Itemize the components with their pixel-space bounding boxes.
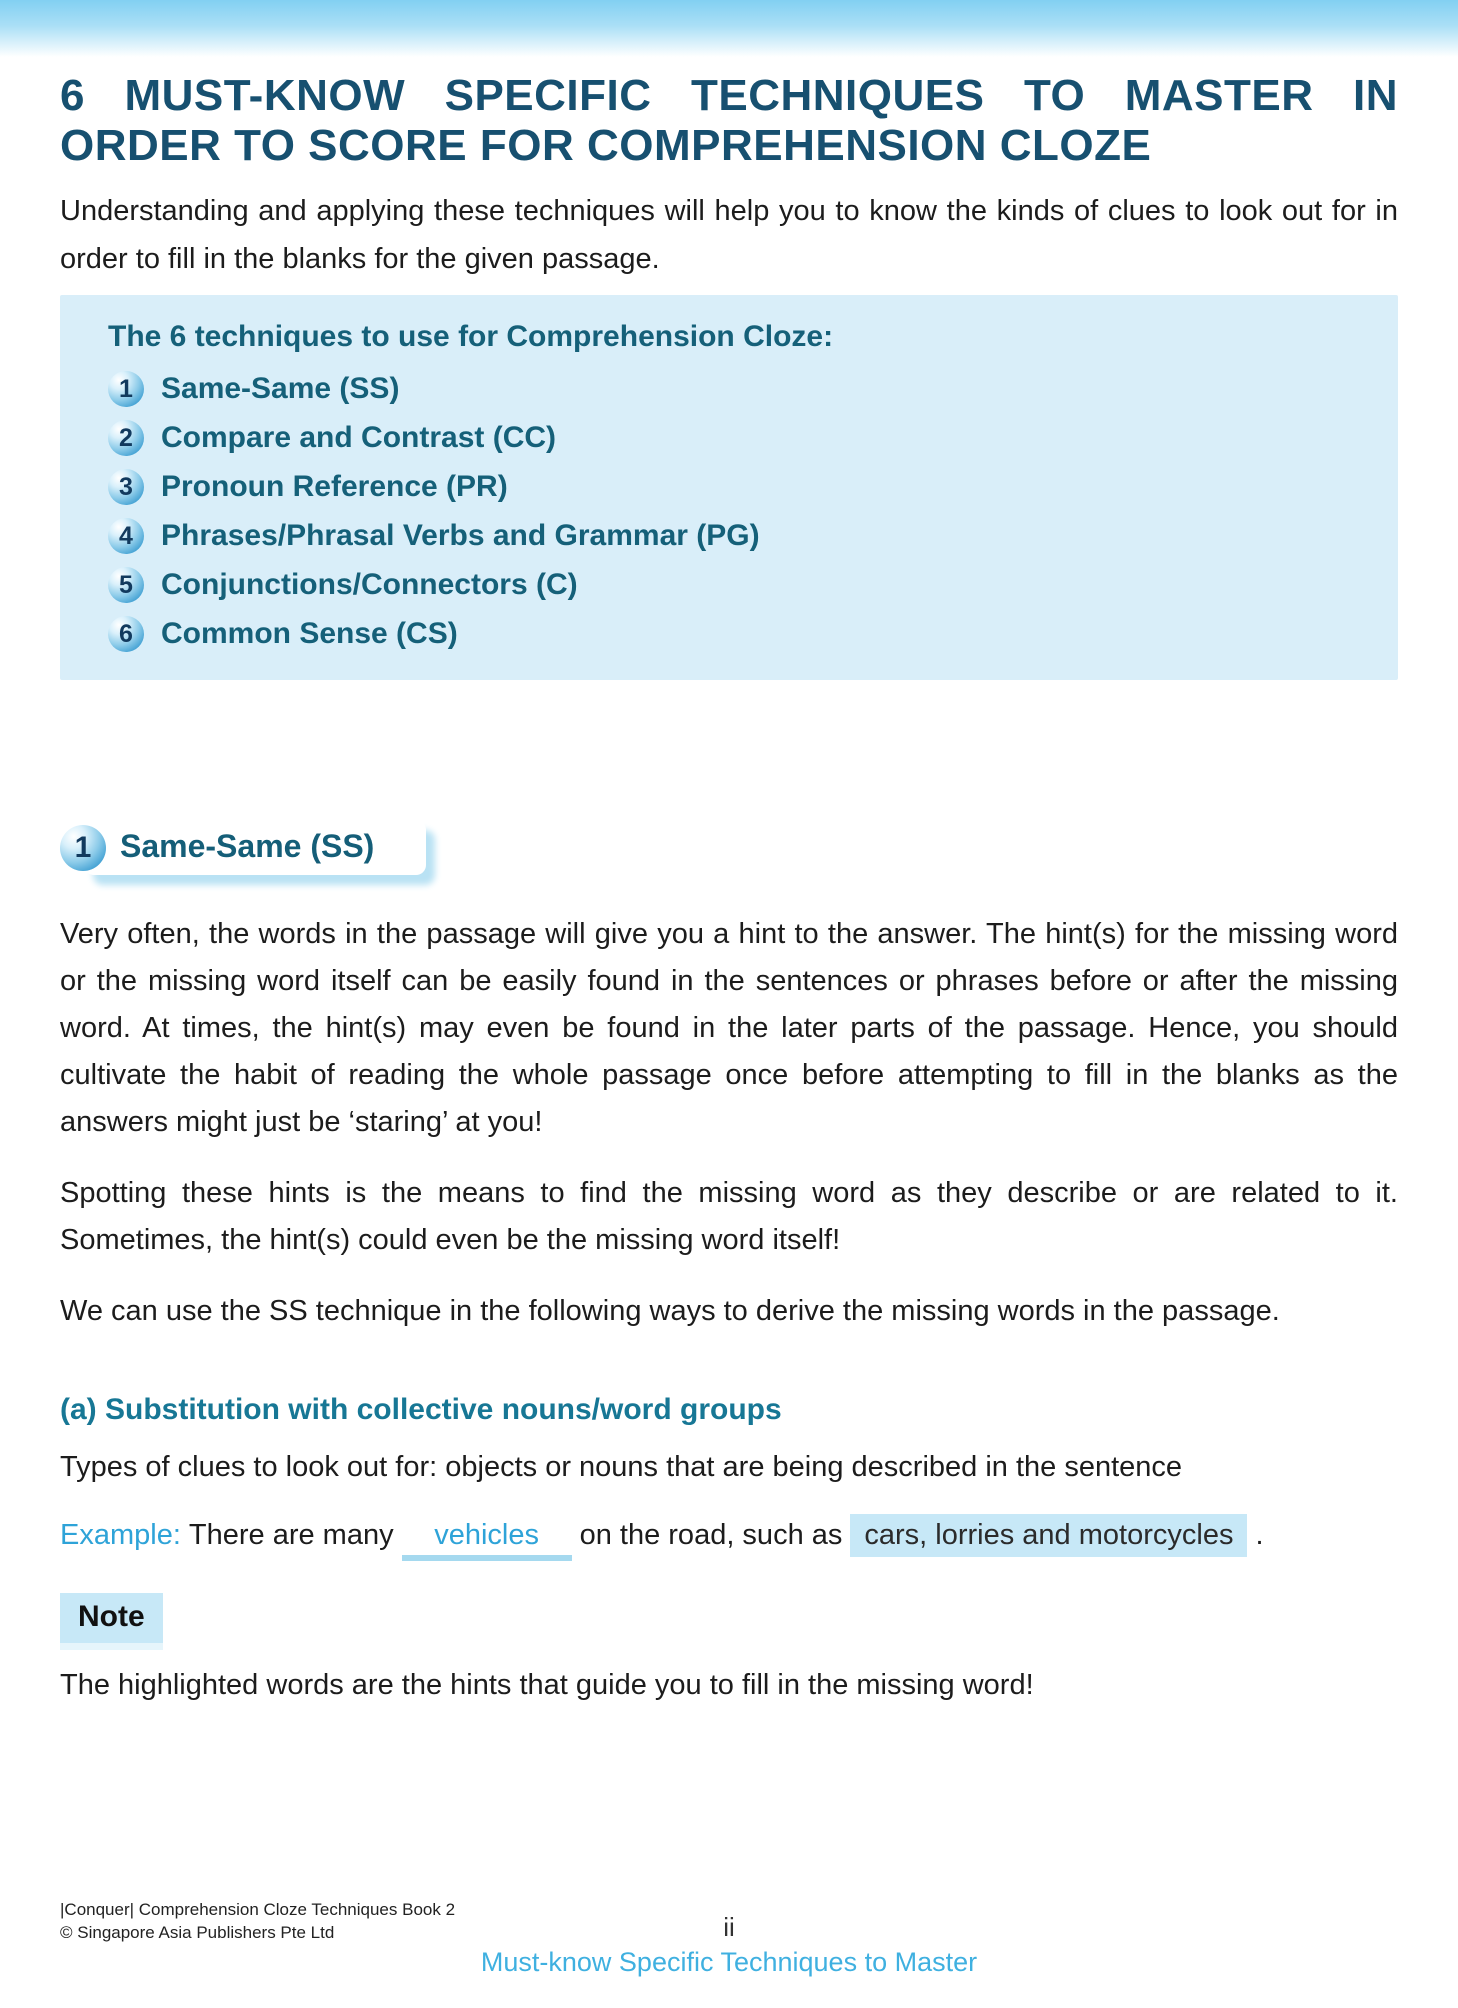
top-gradient-bar (0, 0, 1458, 57)
page-content (0, 71, 1458, 1702)
body-paragraph-3: We can use the SS technique in the following ways to derive the missing words in the passage. (60, 1295, 1280, 1327)
note-badge: Note (60, 1593, 163, 1643)
techniques-box (60, 295, 1398, 680)
techniques-box-heading: The 6 techniques to use for Comprehension Cloze: (108, 320, 834, 353)
technique-label: Same-Same (SS) (161, 372, 400, 405)
example-period: . (1255, 1519, 1264, 1551)
technique-label: Pronoun Reference (PR) (161, 470, 508, 503)
subsection-heading: (a) Substitution with collective nouns/word groups (60, 1393, 782, 1426)
footer-section-title: Must-know Specific Techniques to Master (480, 1947, 978, 1977)
example-blank-answer: vehicles (402, 1519, 572, 1561)
item-number-badge: 5 (108, 567, 144, 603)
technique-label: Compare and Contrast (CC) (161, 421, 557, 454)
item-number-badge: 1 (108, 371, 144, 407)
technique-label: Conjunctions/Connectors (C) (161, 568, 578, 601)
page-footer (60, 1898, 1398, 1978)
technique-item (108, 616, 1358, 652)
section-title-pill: Same-Same (SS) (84, 820, 426, 875)
page-number: ii (723, 1912, 735, 1942)
example-label: Example: (60, 1519, 181, 1551)
example-text-pre: There are many (188, 1519, 394, 1551)
footer-row (60, 1898, 1398, 1944)
page-title (60, 71, 1398, 171)
item-number-badge: 2 (108, 420, 144, 456)
footer-copyright: © Singapore Asia Publishers Pte Ltd (60, 1923, 335, 1942)
intro-paragraph: Understanding and applying these techniques will help you to know the kinds of clues to look out for in order to fill in the blanks for the given passage. (60, 195, 1398, 275)
item-number-badge: 4 (108, 518, 144, 554)
body-paragraph-1: Very often, the words in the passage will give you a hint to the answer. The hint(s) for the missing word or the missing word itself can be easily found in the sentences or phrases before or after the missing word. At times, the hint(s) may even be found in the later parts of the passage. Hence, you should cultivate the habit of reading the whole passage once before attempting to fill in the blanks as the answers might just be ‘staring’ at you! (60, 918, 1398, 1138)
item-number-badge: 3 (108, 469, 144, 505)
note-text: The highlighted words are the hints that guide you to fill in the missing word! (60, 1669, 1034, 1701)
section-number-badge: 1 (60, 825, 106, 871)
footer-book-title: |Conquer| Comprehension Cloze Techniques Book 2 (60, 1900, 456, 1919)
item-number-badge: 6 (108, 616, 144, 652)
clues-line: Types of clues to look out for: objects or nouns that are being described in the sentence (60, 1451, 1183, 1483)
technique-item (108, 518, 1358, 554)
technique-item (108, 371, 1358, 407)
page-title-line-2: ORDER TO SCORE FOR COMPREHENSION CLOZE (60, 121, 1152, 170)
technique-item (108, 469, 1358, 505)
technique-label: Common Sense (CS) (161, 617, 458, 650)
body-paragraph-2: Spotting these hints is the means to find the missing word as they describe or are related to it. Sometimes, the hint(s) could even be the missing word itself! (60, 1177, 1398, 1256)
example-highlighted-hints: cars, lorries and motorcycles (850, 1514, 1247, 1557)
example-text-mid: on the road, such as (579, 1519, 843, 1551)
section-header (60, 820, 1398, 875)
technique-item (108, 420, 1358, 456)
technique-label: Phrases/Phrasal Verbs and Grammar (PG) (161, 519, 760, 552)
example-line (60, 1514, 1398, 1561)
page-title-line-1: 6 MUST-KNOW SPECIFIC TECHNIQUES TO MASTER IN (60, 71, 1398, 120)
technique-item (108, 567, 1358, 603)
